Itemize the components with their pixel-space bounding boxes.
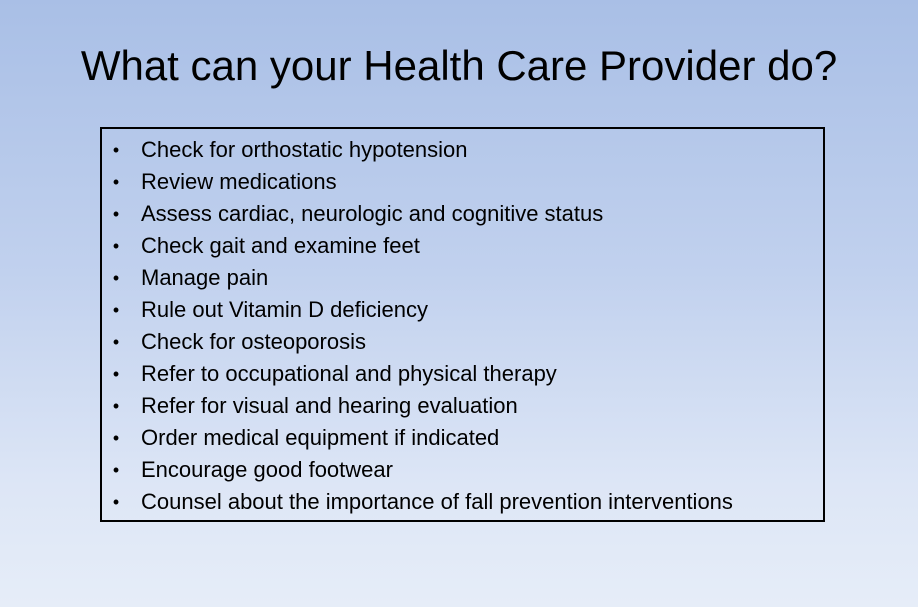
bullet-marker: • <box>112 236 120 256</box>
list-item-text: Refer for visual and hearing evaluation <box>141 393 518 418</box>
bullet-marker: • <box>112 172 120 192</box>
list-item-text: Check gait and examine feet <box>141 233 420 258</box>
list-item <box>102 166 823 198</box>
list-item-text: Encourage good footwear <box>141 457 393 482</box>
list-item-text: Manage pain <box>141 265 269 290</box>
bullet-marker: • <box>112 300 120 320</box>
list-item <box>102 486 823 518</box>
list-item <box>102 358 823 390</box>
bullet-box <box>100 127 825 522</box>
list-item-text: Order medical equipment if indicated <box>141 425 500 450</box>
list-item <box>102 230 823 262</box>
list-item-text: Counsel about the importance of fall prevention interventions <box>141 489 733 514</box>
list-item <box>102 198 823 230</box>
list-item-text: Check for osteoporosis <box>141 329 366 354</box>
list-item <box>102 422 823 454</box>
bullet-list <box>102 134 823 518</box>
bullet-marker: • <box>112 268 120 288</box>
bullet-marker: • <box>112 396 120 416</box>
list-item-text: Refer to occupational and physical therapy <box>141 361 557 386</box>
bullet-marker: • <box>112 204 120 224</box>
bullet-marker: • <box>112 332 120 352</box>
bullet-marker: • <box>112 364 120 384</box>
slide-title: What can your Health Care Provider do? <box>80 42 838 89</box>
list-item <box>102 390 823 422</box>
bullet-marker: • <box>112 428 120 448</box>
list-item <box>102 326 823 358</box>
list-item-text: Assess cardiac, neurologic and cognitive status <box>141 201 604 226</box>
list-item-text: Review medications <box>141 169 337 194</box>
list-item <box>102 262 823 294</box>
list-item-text: Rule out Vitamin D deficiency <box>141 297 428 322</box>
bullet-marker: • <box>112 460 120 480</box>
list-item-text: Check for orthostatic hypotension <box>141 137 468 162</box>
bullet-marker: • <box>112 140 120 160</box>
list-item <box>102 294 823 326</box>
list-item <box>102 454 823 486</box>
list-item <box>102 134 823 166</box>
bullet-marker: • <box>112 492 120 512</box>
